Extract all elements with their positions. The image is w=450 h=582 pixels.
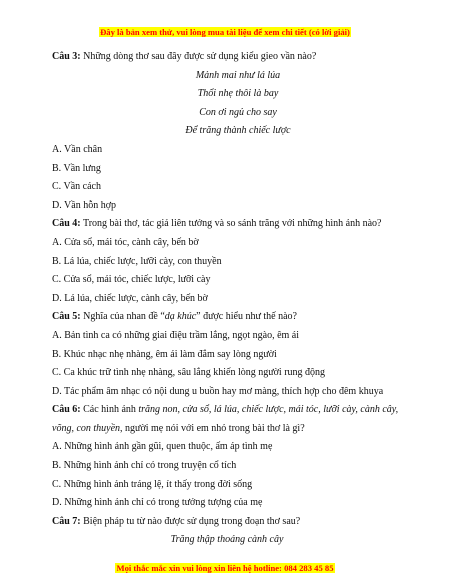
- question-5-text: Nghĩa của nhan đề “: [80, 311, 165, 323]
- question-3-text: Những dòng thơ sau đây được sử dụng kiểu gieo vần nào?: [80, 51, 317, 62]
- answer-option: C. Cửa sổ, mái tóc, chiếc lược, lưỡi cày: [52, 274, 211, 286]
- poem-line: Thổi nhẹ thôi là bay: [197, 88, 279, 100]
- hotline-banner-text: Mọi thắc mắc xin vui lòng xin liên hệ hotline: 084 283 45 85: [116, 563, 334, 573]
- answer-option: B. Lá lúa, chiếc lược, lưỡi cày, con thuyền: [52, 255, 222, 267]
- poem-line: Con ơi ngủ cho say: [199, 106, 277, 118]
- answer-option: B. Vần lưng: [52, 162, 101, 174]
- question-4-text: Trong bài thơ, tác giả liên tưởng và so sánh trăng với những hình ảnh nào?: [80, 218, 382, 230]
- question-7-text: Biện pháp tu từ nào được sử dụng trong đoạn thơ sau?: [80, 515, 301, 527]
- preview-banner-text: Đây là bản xem thử, vui lòng mua tài liệu để xem chi tiết (có lời giải): [100, 27, 350, 37]
- answer-option: A. Bản tình ca có những giai điệu trầm lắng, ngọt ngào, êm ái: [52, 329, 300, 341]
- question-6-text: Các hình ảnh: [80, 404, 139, 416]
- question-6-label: Câu 6:: [52, 404, 81, 416]
- question-4-label: Câu 4:: [52, 218, 81, 230]
- preview-banner: [0, 27, 450, 38]
- answer-option: C. Ca khúc trữ tình nhẹ nhàng, sâu lắng khiến lòng người rung động: [52, 367, 326, 379]
- answer-option: C. Những hình ảnh tráng lệ, ít thấy trong đời sống: [52, 478, 253, 490]
- answer-option: D. Tác phẩm âm nhạc có nội dung u buồn hay mơ màng, thích hợp cho đêm khuya: [52, 385, 384, 397]
- answer-option: A. Cửa sổ, mái tóc, cành cây, bến bờ: [52, 236, 199, 248]
- answer-option: A. Vần chân: [52, 143, 103, 155]
- poem-line: Mảnh mai như lá lúa: [195, 69, 281, 81]
- question-5-label: Câu 5:: [52, 311, 81, 323]
- question-7-label: Câu 7:: [52, 515, 81, 527]
- answer-option: B. Những hình ảnh chỉ có trong truyện cổ tích: [52, 460, 237, 472]
- answer-option: B. Khúc nhạc nhẹ nhàng, êm ái làm đắm say lòng người: [52, 348, 277, 360]
- answer-option: D. Lá lúa, chiếc lược, cành cây, bến bờ: [52, 292, 208, 304]
- hotline-banner: [0, 563, 450, 574]
- question-6: [52, 401, 402, 438]
- question-6-text-end: , người mẹ nói với em nhỏ trong bài thơ là gì?: [120, 422, 305, 434]
- question-5-italic: dạ khúc: [164, 311, 197, 323]
- poem-line: Để trăng thành chiếc lược: [185, 125, 291, 137]
- answer-option: A. Những hình ảnh gần gũi, quen thuộc, ấm áp tình mẹ: [52, 441, 273, 453]
- answer-option: D. Những hình ảnh chỉ có trong tưởng tượng của mẹ: [52, 497, 263, 509]
- question-6-italic: trăng non, cửa sổ, lá lúa, chiếc lược, mái tóc, lưỡi cày, cành cây, võng, con thuyền: [52, 404, 399, 434]
- question-5-text-end: ” được hiểu như thế nào?: [196, 311, 297, 323]
- answer-option: D. Vần hỗn hợp: [52, 199, 116, 211]
- question-7: [52, 513, 402, 532]
- question-5: [52, 308, 402, 327]
- answer-option: C. Vần cách: [52, 181, 101, 193]
- question-3: [52, 48, 402, 67]
- question-3-label: Câu 3:: [52, 51, 81, 62]
- poem-line: Trăng thập thoáng cành cây: [170, 534, 284, 546]
- document-content: [52, 48, 402, 550]
- question-4: [52, 215, 402, 234]
